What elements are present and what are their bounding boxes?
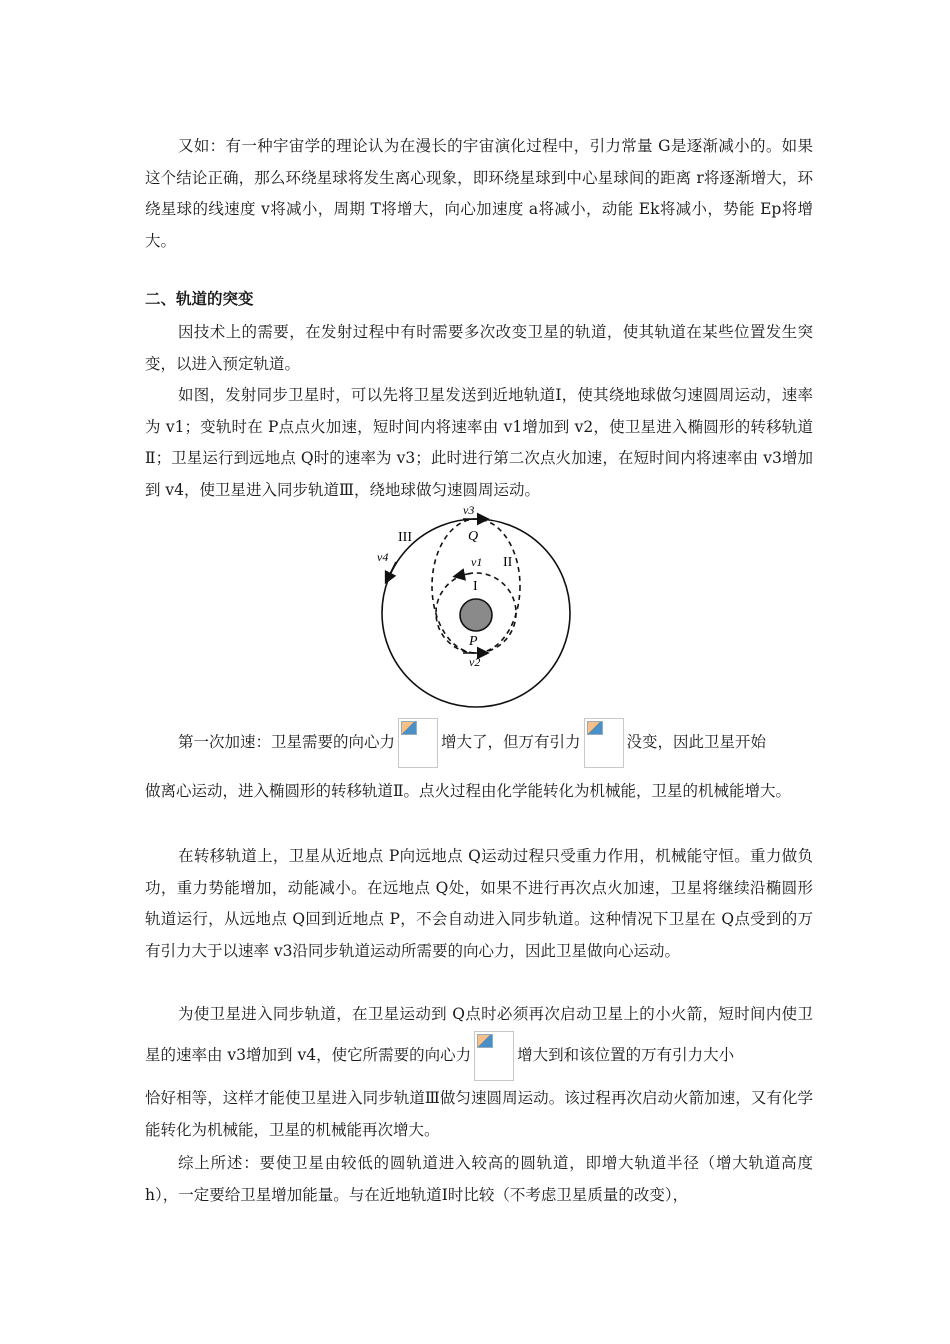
paragraph-gravity-constant: 又如：有一种宇宙学的理论认为在漫长的宇宙演化过程中，引力常量 G是逐渐减小的。如果这个结论正确，那么环绕星球将发生离心现象，即环绕星球到中心星球间的距离 r将逐渐增大，环绕星球的线速度 v将减小，周期 T将增大，向心加速度 a将减小，动能 Ek将减小，势能 Ep将增大。 — [145, 137, 813, 250]
earth-icon — [460, 599, 492, 631]
v1-arrow — [457, 573, 473, 576]
paragraph-second-acceleration — [145, 999, 813, 1081]
first-accel-text-2: 增大了，但万有引力 — [441, 733, 581, 751]
second-accel-text-1: 为使卫星进入同步轨道，在卫星运动到 Q点时必须再次启动卫星上的小火箭，短时间内使卫星的速率由 v3增加到 v4，使它所需要的向心力 — [145, 1005, 813, 1064]
label-orbit-iii: III — [398, 530, 412, 545]
paragraph-first-acceleration-cont: 做离心运动，进入椭圆形的转移轨道Ⅱ。点火过程由化学能转化为机械能，卫星的机械能增大。 — [145, 782, 792, 800]
label-orbit-i: I — [473, 579, 478, 594]
label-orbit-ii: II — [503, 555, 513, 570]
paragraph-transfer-orbit: 在转移轨道上，卫星从近地点 P向远地点 Q运动过程只受重力作用，机械能守恒。重力做负功，重力势能增加，动能减小。在远地点 Q处，如果不进行再次点火加速，卫星将继续沿椭圆形轨道运行，从远地点 Q回到近地点 P，不会自动进入同步轨道。这种情况下卫星在 Q点受到的万有引力大于以速率 v3沿同步轨道运动所需要的向心力，因此卫星做向心运动。 — [145, 847, 813, 960]
formula-image-placeholder — [474, 1031, 514, 1081]
label-v2: v2 — [469, 655, 481, 669]
label-v1: v1 — [471, 555, 483, 569]
paragraph-summary: 综上所述：要使卫星由较低的圆轨道进入较高的圆轨道，即增大轨道半径（增大轨道高度 h），一定要给卫星增加能量。与在近地轨道Ⅰ时比较（不考虑卫星质量的改变）， — [145, 1154, 813, 1204]
paragraph-orbit-change-intro: 因技术上的需要，在发射过程中有时需要多次改变卫星的轨道，使其轨道在某些位置发生突变，以进入预定轨道。 — [145, 323, 813, 373]
formula-image-placeholder — [398, 718, 438, 768]
label-v4: v4 — [377, 550, 389, 564]
first-accel-text-1: 第一次加速：卫星需要的向心力 — [178, 733, 396, 751]
formula-image-placeholder — [584, 718, 624, 768]
paragraph-orbit-transfer: 如图，发射同步卫星时，可以先将卫星发送到近地轨道Ⅰ，使其绕地球做匀速圆周运动，速率为 v1；变轨时在 P点点火加速，短时间内将速率由 v1增加到 v2，使卫星进入椭圆形的转移轨道Ⅱ；卫星运行到远地点 Q时的速率为 v3；此时进行第二次点火加速，在短时间内将速率由 v3增加到 v4，使卫星进入同步轨道Ⅲ，绕地球做匀速圆周运动。 — [145, 386, 813, 499]
v4-arrow — [387, 562, 396, 580]
label-v3: v3 — [463, 503, 475, 517]
second-accel-text-2: 增大到和该位置的万有引力大小 — [517, 1045, 735, 1064]
paragraph-first-acceleration — [145, 717, 813, 768]
label-point-p: P — [469, 634, 478, 649]
orbit-diagram-svg — [365, 500, 585, 715]
orbit-diagram — [365, 500, 585, 715]
section-heading: 二、轨道的突变 — [145, 290, 254, 308]
first-accel-text-3: 没变，因此卫星开始 — [626, 733, 767, 751]
paragraph-second-acceleration-cont: 恰好相等，这样才能使卫星进入同步轨道Ⅲ做匀速圆周运动。该过程再次启动火箭加速，又有化学能转化为机械能，卫星的机械能再次增大。 — [145, 1089, 813, 1139]
label-point-q: Q — [468, 529, 479, 544]
